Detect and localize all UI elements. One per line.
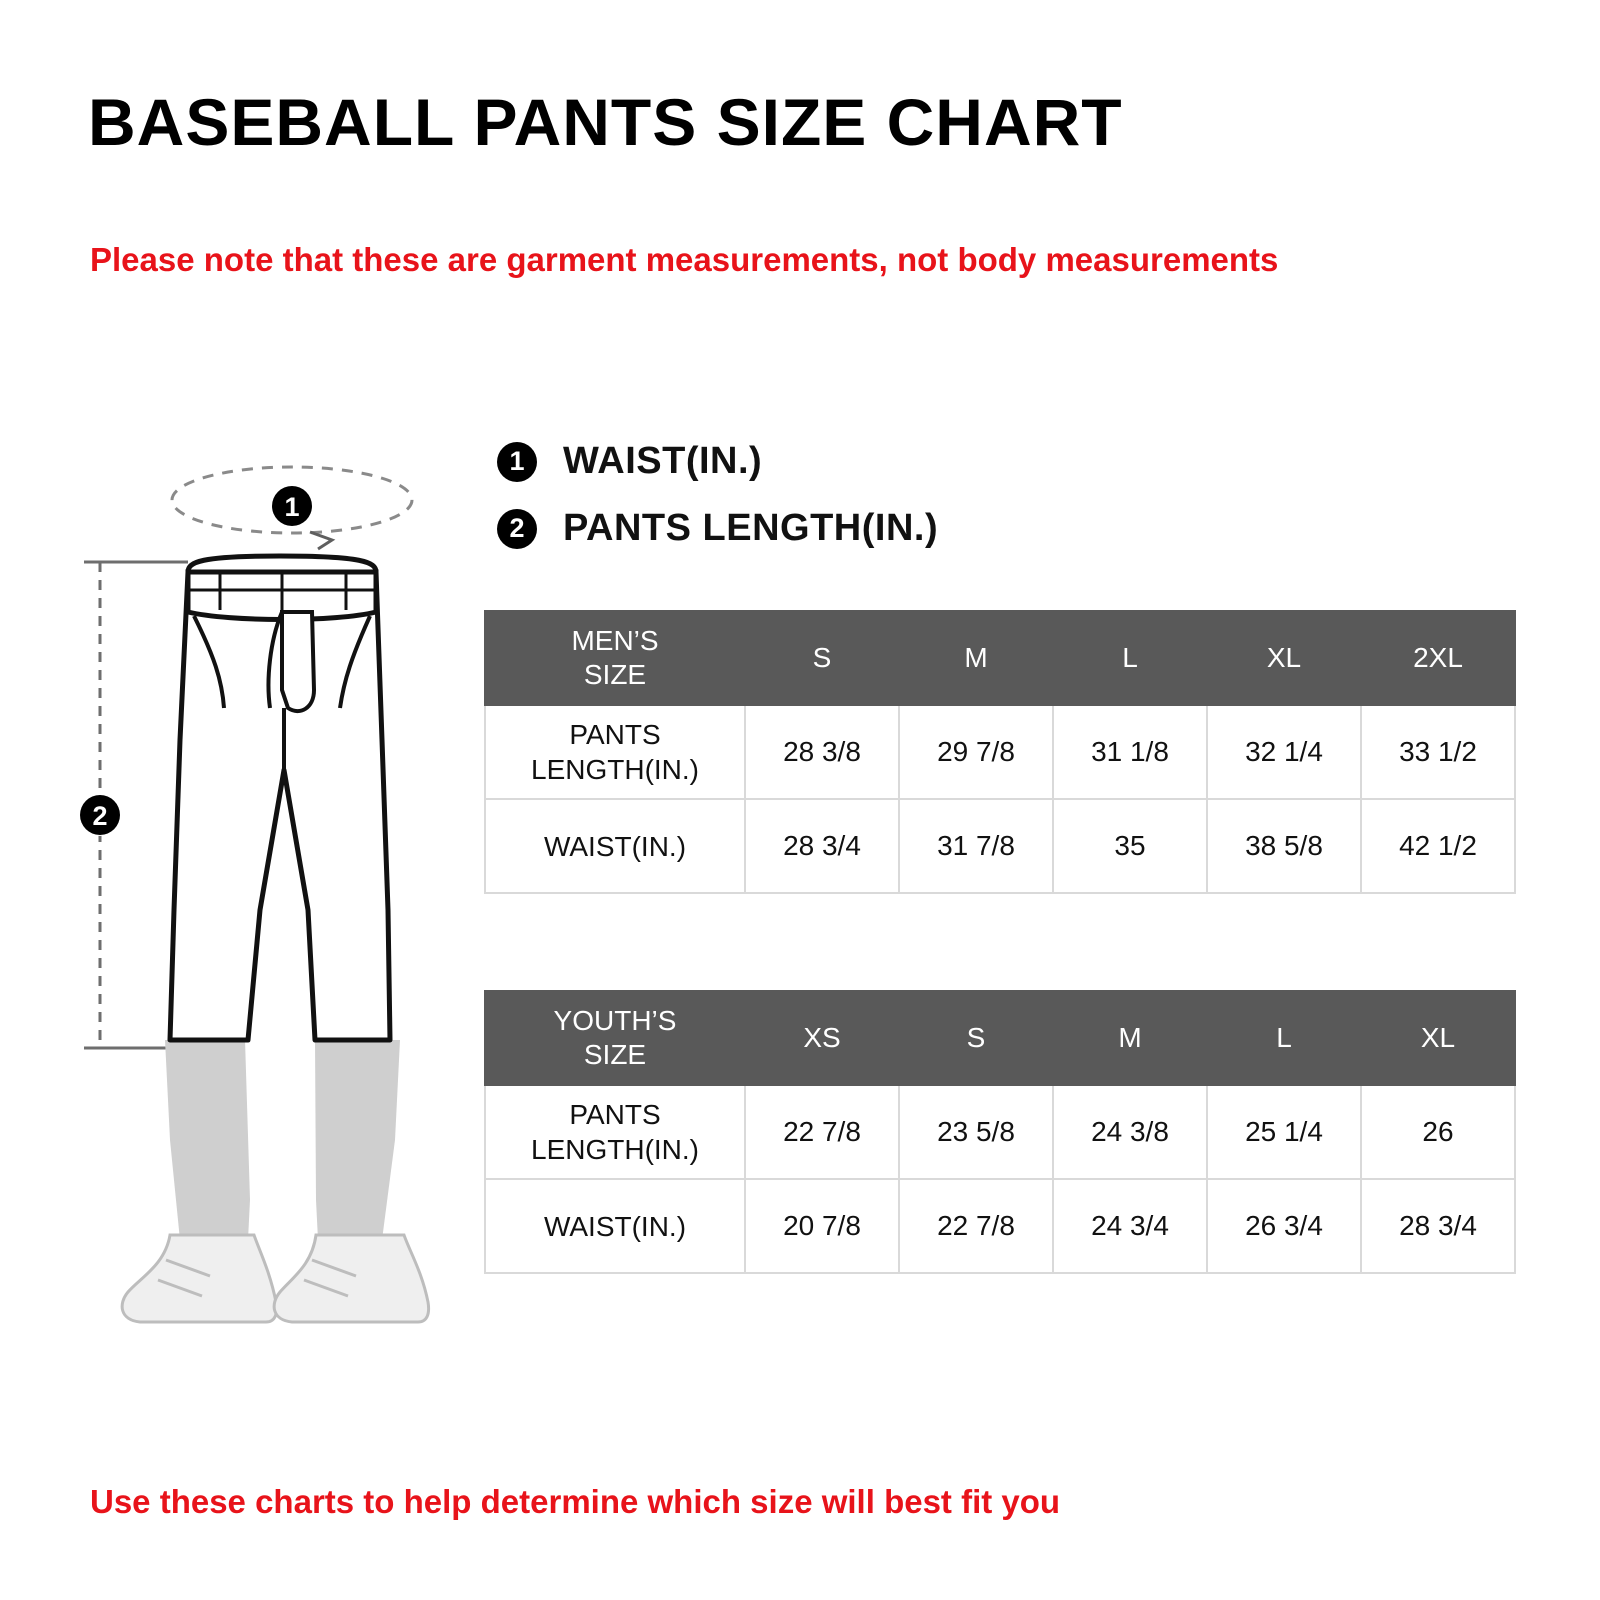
callout-length-number: 2 — [92, 801, 108, 831]
youths-row-label-pants-length — [485, 1085, 745, 1179]
youths-pants-length-m: 24 3/8 — [1053, 1085, 1207, 1179]
mens-pants-length-xl: 32 1/4 — [1207, 705, 1361, 799]
mens-header-line1: MEN’S — [571, 625, 659, 657]
mens-pants-length-l: 31 1/8 — [1053, 705, 1207, 799]
youths-row1-label-line1: PANTS — [569, 1099, 661, 1130]
mens-pants-length-s: 28 3/8 — [745, 705, 899, 799]
chart-usage-note: Use these charts to help determine which size will best fit you — [90, 1483, 1061, 1520]
callout-waist-number: 1 — [284, 492, 300, 522]
youths-header-line1: YOUTH’S — [553, 1005, 677, 1037]
youths-waist-xl: 28 3/4 — [1361, 1179, 1515, 1273]
youths-table-header-row — [485, 991, 1515, 1085]
mens-col-s: S — [745, 611, 899, 705]
mens-waist-s: 28 3/4 — [745, 799, 899, 893]
measurement-legend — [497, 440, 1197, 574]
youths-pants-length-xs: 22 7/8 — [745, 1085, 899, 1179]
table-row — [485, 705, 1515, 799]
mens-waist-m: 31 7/8 — [899, 799, 1053, 893]
legend-label-pants-length: PANTS LENGTH(IN.) — [563, 507, 939, 549]
table-row — [485, 1179, 1515, 1273]
shoe-left-icon — [122, 1235, 276, 1322]
pants-fly-flap-icon — [282, 612, 314, 711]
sock-right-icon — [315, 1040, 400, 1240]
waist-arrow-icon — [310, 532, 332, 549]
table-row — [485, 799, 1515, 893]
shoe-right-icon — [274, 1235, 428, 1322]
pants-illustration — [70, 440, 490, 1330]
legend-item-pants-length — [497, 507, 1197, 550]
page-title: BASEBALL PANTS SIZE CHART — [88, 85, 1123, 159]
youths-waist-s: 22 7/8 — [899, 1179, 1053, 1273]
mens-col-2xl: 2XL — [1361, 611, 1515, 705]
table-row — [485, 1085, 1515, 1179]
mens-size-table — [484, 610, 1516, 894]
youths-col-s: S — [899, 991, 1053, 1085]
youths-waist-m: 24 3/4 — [1053, 1179, 1207, 1273]
youths-pants-length-xl: 26 — [1361, 1085, 1515, 1179]
legend-number-2-icon: 2 — [497, 509, 537, 549]
mens-col-m: M — [899, 611, 1053, 705]
mens-pants-length-2xl: 33 1/2 — [1361, 705, 1515, 799]
mens-header-line2: SIZE — [583, 659, 647, 690]
youths-col-xl: XL — [1361, 991, 1515, 1085]
youths-pants-length-l: 25 1/4 — [1207, 1085, 1361, 1179]
youths-col-m: M — [1053, 991, 1207, 1085]
youths-pants-length-s: 23 5/8 — [899, 1085, 1053, 1179]
legend-label-waist: WAIST(IN.) — [563, 440, 763, 482]
mens-table-header-label — [485, 611, 745, 705]
mens-pants-length-m: 29 7/8 — [899, 705, 1053, 799]
youths-col-xs: XS — [745, 991, 899, 1085]
youths-table-header-label — [485, 991, 745, 1085]
mens-row1-label-line1: PANTS — [569, 719, 661, 750]
pants-diagram-svg — [70, 440, 490, 1330]
mens-waist-l: 35 — [1053, 799, 1207, 893]
mens-waist-2xl: 42 1/2 — [1361, 799, 1515, 893]
garment-measurement-note: Please note that these are garment measurements, not body measurements — [90, 241, 1279, 278]
sock-left-icon — [165, 1040, 250, 1240]
mens-col-xl: XL — [1207, 611, 1361, 705]
legend-item-waist — [497, 440, 1197, 483]
mens-row-label-pants-length — [485, 705, 745, 799]
youths-col-l: L — [1207, 991, 1361, 1085]
mens-waist-xl: 38 5/8 — [1207, 799, 1361, 893]
youths-row-label-waist: WAIST(IN.) — [485, 1179, 745, 1273]
youths-size-table — [484, 990, 1516, 1274]
mens-row-label-waist: WAIST(IN.) — [485, 799, 745, 893]
legend-number-1-icon: 1 — [497, 442, 537, 482]
mens-row1-label-line2: LENGTH(IN.) — [531, 754, 699, 785]
youths-row1-label-line2: LENGTH(IN.) — [531, 1134, 699, 1165]
mens-table-header-row — [485, 611, 1515, 705]
youths-waist-xs: 20 7/8 — [745, 1179, 899, 1273]
mens-col-l: L — [1053, 611, 1207, 705]
youths-waist-l: 26 3/4 — [1207, 1179, 1361, 1273]
youths-header-line2: SIZE — [583, 1039, 647, 1070]
